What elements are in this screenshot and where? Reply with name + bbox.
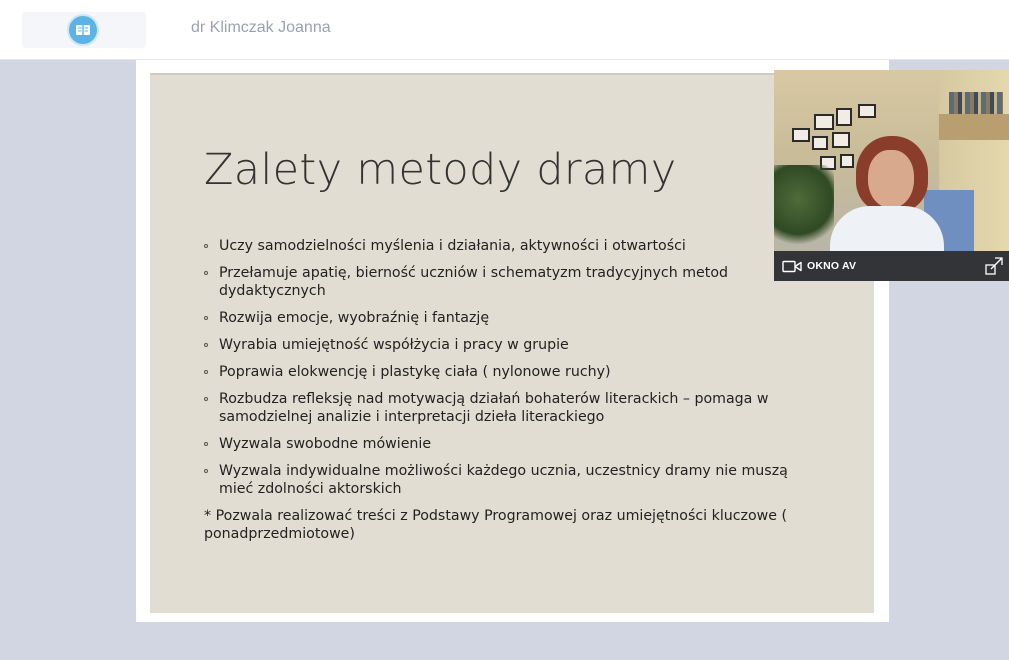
- expand-icon[interactable]: [985, 257, 1003, 275]
- slide-bullet: [204, 435, 804, 453]
- video-camera-icon: [782, 260, 802, 273]
- slide-bullet-list: [204, 237, 804, 543]
- video-window-label: OKNO AV: [807, 260, 857, 272]
- video-feed: [774, 70, 1009, 251]
- video-picture-frame: [840, 154, 854, 168]
- video-picture-frame: [792, 128, 810, 142]
- top-header: [0, 0, 1009, 60]
- video-picture-frame: [814, 114, 834, 130]
- bullet-marker-icon: [204, 316, 208, 320]
- slide-bullet-text: Rozbudza refleksję nad motywacją działań bohaterów literackich – pomaga w samodzielnej analizie i interpretacji dzieła literackiego: [219, 391, 769, 425]
- slide-title: Zalety metody dramy: [204, 145, 677, 195]
- slide-bullet: [204, 390, 804, 426]
- slide-bullet-text: Poprawia elokwencję i plastykę ciała ( nylonowe ruchy): [219, 364, 611, 380]
- video-person-face: [868, 150, 914, 208]
- bullet-marker-icon: [204, 442, 208, 446]
- video-picture-frame: [832, 132, 850, 148]
- video-plant: [774, 165, 834, 251]
- slide-bullet-text: Wyzwala swobodne mówienie: [219, 436, 432, 452]
- video-picture-frame: [812, 136, 828, 150]
- bullet-marker-icon: [204, 370, 208, 374]
- bullet-marker-icon: [204, 469, 208, 473]
- video-books: [949, 92, 1003, 114]
- bullet-marker-icon: [204, 397, 208, 401]
- slide-bullet-text: Wyzwala indywidualne możliwości każdego ucznia, uczestnicy dramy nie muszą mieć zdolności aktorskich: [219, 463, 788, 497]
- slide-bullet: [204, 462, 804, 498]
- bullet-marker-icon: [204, 244, 208, 248]
- slide-footnote: * Pozwala realizować treści z Podstawy Programowej oraz umiejętności kluczowe ( ponadprzedmiotowe): [204, 508, 788, 542]
- book-badge-icon: [67, 14, 99, 46]
- logo[interactable]: [22, 12, 146, 48]
- slide-bullet: [204, 336, 804, 354]
- presentation-slide: [150, 73, 874, 613]
- video-shelf: [939, 114, 1009, 140]
- av-video-window[interactable]: [774, 70, 1009, 281]
- slide-bullet: [204, 264, 804, 300]
- video-toolbar: [774, 251, 1009, 281]
- slide-bullet: [204, 237, 804, 255]
- bullet-marker-icon: [204, 271, 208, 275]
- presenter-name: dr Klimczak Joanna: [191, 19, 331, 36]
- slide-bullet-text: Wyrabia umiejętność współżycia i pracy w grupie: [219, 337, 569, 353]
- slide-bullet-text: Rozwija emocje, wyobraźnię i fantazję: [219, 310, 490, 326]
- slide-bullet: [204, 363, 804, 381]
- bullet-marker-icon: [204, 343, 208, 347]
- video-picture-frame: [858, 104, 876, 118]
- slide-bullet-text: Uczy samodzielności myślenia i działania, aktywności i otwartości: [219, 238, 686, 254]
- slide-bullet-text: Przełamuje apatię, bierność uczniów i schematyzm tradycyjnych metod dydaktycznych: [219, 265, 729, 299]
- video-picture-frame: [836, 108, 852, 126]
- slide-bullet: [204, 309, 804, 327]
